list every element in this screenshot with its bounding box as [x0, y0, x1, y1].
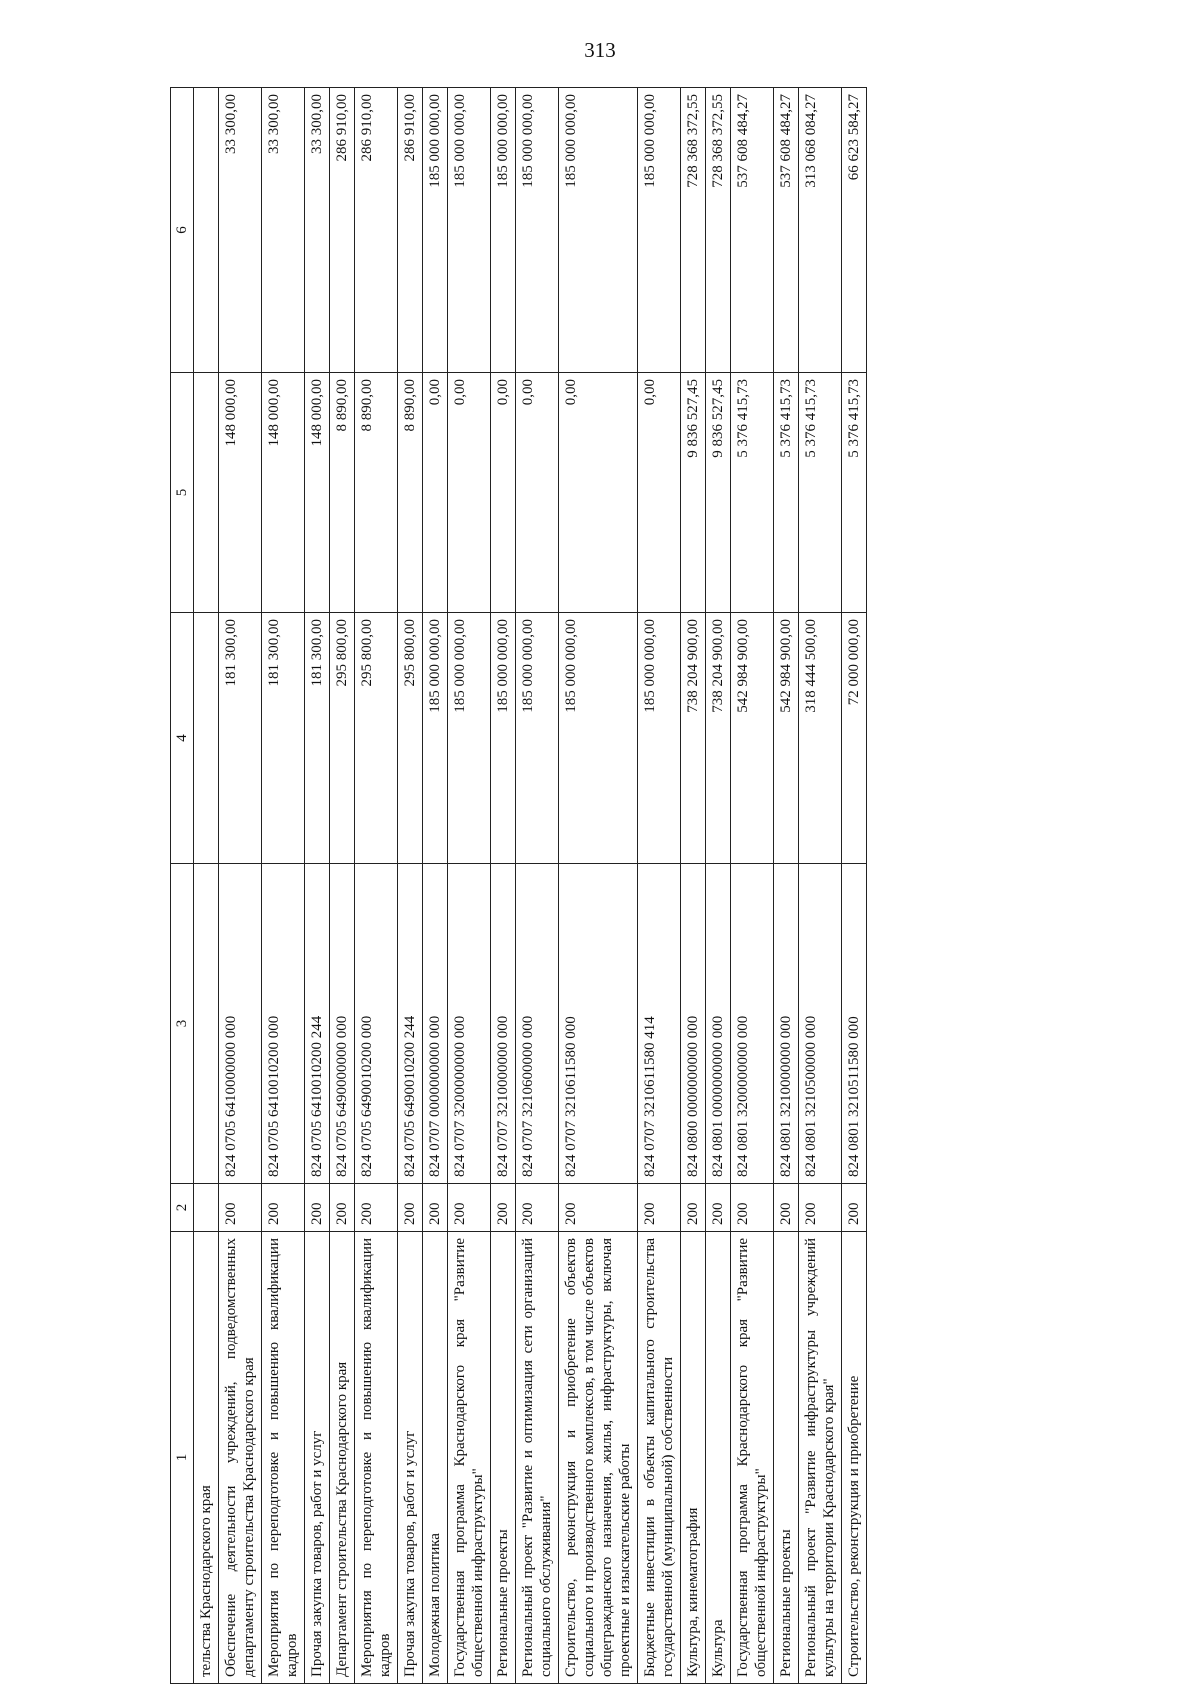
table-cell: 200 [799, 1184, 842, 1232]
table-cell: 318 444 500,00 [799, 613, 842, 864]
table-cell: 286 910,00 [355, 88, 398, 373]
table-cell: 185 000 000,00 [423, 613, 448, 864]
table-cell: Культура [706, 1232, 731, 1684]
table-cell [194, 864, 219, 1184]
table-cell: 200 [681, 1184, 706, 1232]
table-cell: Культура, кинематография [681, 1232, 706, 1684]
table-cell: Региональные проекты [774, 1232, 799, 1684]
table-cell: 200 [262, 1184, 305, 1232]
table-cell: 728 368 372,55 [681, 88, 706, 373]
table-cell: 33 300,00 [262, 88, 305, 373]
table-cell: 537 608 484,27 [774, 88, 799, 373]
header-cell: 4 [171, 613, 194, 864]
table-cell: 181 300,00 [262, 613, 305, 864]
table-cell: 9 836 527,45 [706, 373, 731, 613]
table-cell: 185 000 000,00 [516, 88, 559, 373]
table-cell: 185 000 000,00 [638, 613, 681, 864]
table-row [423, 88, 448, 1684]
table-row [559, 88, 638, 1684]
table-cell: тельства Краснодарского края [194, 1232, 219, 1684]
table-cell: 286 910,00 [330, 88, 355, 373]
table-cell: 286 910,00 [398, 88, 423, 373]
table-row [355, 88, 398, 1684]
table-cell: 185 000 000,00 [423, 88, 448, 373]
table-cell: 824 0705 6410010200 244 [305, 864, 330, 1184]
table-row [799, 88, 842, 1684]
table-cell: 9 836 527,45 [681, 373, 706, 613]
table-cell: 824 0801 3200000000 000 [731, 864, 774, 1184]
table-cell: 148 000,00 [262, 373, 305, 613]
table-cell: 181 300,00 [305, 613, 330, 864]
table-cell: 0,00 [448, 373, 491, 613]
table-cell: 200 [448, 1184, 491, 1232]
table-cell: 33 300,00 [219, 88, 262, 373]
table-row [330, 88, 355, 1684]
header-cell: 2 [171, 1184, 194, 1232]
table-cell: Мероприятия по переподготовке и повышению квалификации кадров [262, 1232, 305, 1684]
table-row [681, 88, 706, 1684]
table-body [194, 88, 867, 1684]
table-row [398, 88, 423, 1684]
table-row [194, 88, 219, 1684]
table-cell: 185 000 000,00 [638, 88, 681, 373]
table-cell: 185 000 000,00 [448, 88, 491, 373]
table-cell: 66 623 584,27 [842, 88, 867, 373]
table-cell: 0,00 [491, 373, 516, 613]
header-cell: 1 [171, 1232, 194, 1684]
table-cell: Государственная программа Краснодарского края "Развитие общественной инфраструктуры" [731, 1232, 774, 1684]
table-cell: Государственная программа Краснодарского края "Развитие общественной инфраструктуры" [448, 1232, 491, 1684]
table-cell: 0,00 [638, 373, 681, 613]
table-cell: Строительство, реконструкция и приобретение объектов социального и производственного комплексов, в том числе объектов общегражданского назначения, жилья, инфраструктуры, включая проектные и изыскательские работы [559, 1232, 638, 1684]
table-cell: 295 800,00 [355, 613, 398, 864]
table-cell: 5 376 415,73 [774, 373, 799, 613]
table-cell: 181 300,00 [219, 613, 262, 864]
table-cell: 185 000 000,00 [491, 613, 516, 864]
table-cell: 824 0800 0000000000 000 [681, 864, 706, 1184]
table-cell: 185 000 000,00 [491, 88, 516, 373]
table-cell: 8 890,00 [398, 373, 423, 613]
table-cell: 72 000 000,00 [842, 613, 867, 864]
table-cell: Молодежная политика [423, 1232, 448, 1684]
table-cell: 8 890,00 [330, 373, 355, 613]
table-cell: 200 [774, 1184, 799, 1232]
table-cell: 824 0705 6410000000 000 [219, 864, 262, 1184]
table-cell: Прочая закупка товаров, работ и услуг [398, 1232, 423, 1684]
table-cell: 148 000,00 [219, 373, 262, 613]
table-cell: 824 0707 3210611580 414 [638, 864, 681, 1184]
table-row [516, 88, 559, 1684]
table-cell: 200 [559, 1184, 638, 1232]
table-cell: 200 [330, 1184, 355, 1232]
header-cell: 6 [171, 88, 194, 373]
table-cell: 0,00 [423, 373, 448, 613]
table-row [491, 88, 516, 1684]
table-cell: 295 800,00 [398, 613, 423, 864]
table-cell: 200 [355, 1184, 398, 1232]
table-cell: 148 000,00 [305, 373, 330, 613]
table-cell: 824 0707 3210611580 000 [559, 864, 638, 1184]
table-cell: Региональный проект "Развитие и оптимизация сети организаций социального обслуживания" [516, 1232, 559, 1684]
table-cell: 200 [638, 1184, 681, 1232]
table-cell: 738 204 900,00 [681, 613, 706, 864]
table-row [305, 88, 330, 1684]
table-cell: 542 984 900,00 [731, 613, 774, 864]
table-cell: 200 [516, 1184, 559, 1232]
table-cell: Обеспечение деятельности учреждений, подведомственных департаменту строительства Краснодарского края [219, 1232, 262, 1684]
table-cell: 185 000 000,00 [516, 613, 559, 864]
table-cell: Региональные проекты [491, 1232, 516, 1684]
table-cell: 5 376 415,73 [731, 373, 774, 613]
table-cell: Мероприятия по переподготовке и повышению квалификации кадров [355, 1232, 398, 1684]
table-cell: 200 [398, 1184, 423, 1232]
table-cell: 200 [842, 1184, 867, 1232]
table-cell: 824 0707 3200000000 000 [448, 864, 491, 1184]
table-cell: 295 800,00 [330, 613, 355, 864]
table-cell [194, 373, 219, 613]
table-cell: 542 984 900,00 [774, 613, 799, 864]
table-cell: 200 [491, 1184, 516, 1232]
table-row [842, 88, 867, 1684]
table-cell [194, 613, 219, 864]
table-cell: 824 0707 3210600000 000 [516, 864, 559, 1184]
table-cell: 5 376 415,73 [842, 373, 867, 613]
table-cell: 824 0705 6490010200 244 [398, 864, 423, 1184]
table-row [219, 88, 262, 1684]
table-cell: Департамент строительства Краснодарского края [330, 1232, 355, 1684]
table-cell: 824 0705 6410010200 000 [262, 864, 305, 1184]
table-cell: 8 890,00 [355, 373, 398, 613]
table-cell: 824 0705 6490000000 000 [330, 864, 355, 1184]
header-cell: 5 [171, 373, 194, 613]
table-row [731, 88, 774, 1684]
table-cell: 824 0705 6490010200 000 [355, 864, 398, 1184]
table-row [706, 88, 731, 1684]
table-cell: 200 [305, 1184, 330, 1232]
table-cell: 738 204 900,00 [706, 613, 731, 864]
table-cell: 200 [731, 1184, 774, 1232]
table-cell: 537 608 484,27 [731, 88, 774, 373]
table-cell: 0,00 [559, 373, 638, 613]
table-cell: 313 068 084,27 [799, 88, 842, 373]
table-cell [194, 1184, 219, 1232]
table-cell: 200 [423, 1184, 448, 1232]
table-cell: 200 [219, 1184, 262, 1232]
table-cell: 0,00 [516, 373, 559, 613]
header-cell: 3 [171, 864, 194, 1184]
table-cell: 185 000 000,00 [559, 613, 638, 864]
budget-table [170, 87, 867, 1684]
table-cell: 728 368 372,55 [706, 88, 731, 373]
table-cell: 824 0707 0000000000 000 [423, 864, 448, 1184]
header-row [171, 88, 194, 1684]
table-cell: 824 0801 3210000000 000 [774, 864, 799, 1184]
table-cell [194, 88, 219, 373]
table-cell: 33 300,00 [305, 88, 330, 373]
table-cell: Бюджетные инвестиции в объекты капитального строительства государственной (муниципальной) собственности [638, 1232, 681, 1684]
table-cell: 5 376 415,73 [799, 373, 842, 613]
table-row [774, 88, 799, 1684]
rotated-table-frame [170, 88, 1134, 1684]
table-row [262, 88, 305, 1684]
table-cell: Региональный проект "Развитие инфраструктуры учреждений культуры на территории Краснодарского края" [799, 1232, 842, 1684]
table-cell: 185 000 000,00 [559, 88, 638, 373]
table-cell: Прочая закупка товаров, работ и услуг [305, 1232, 330, 1684]
table-cell: 185 000 000,00 [448, 613, 491, 864]
table-row [448, 88, 491, 1684]
table-cell: 824 0801 3210511580 000 [842, 864, 867, 1184]
table-cell: 824 0801 3210500000 000 [799, 864, 842, 1184]
table-cell: Строительство, реконструкция и приобретение [842, 1232, 867, 1684]
table-row [638, 88, 681, 1684]
table-cell: 200 [706, 1184, 731, 1232]
table-cell: 824 0801 0000000000 000 [706, 864, 731, 1184]
table-cell: 824 0707 3210000000 000 [491, 864, 516, 1184]
page-number: 313 [584, 38, 616, 62]
rotated-table-container [170, 88, 1134, 1684]
